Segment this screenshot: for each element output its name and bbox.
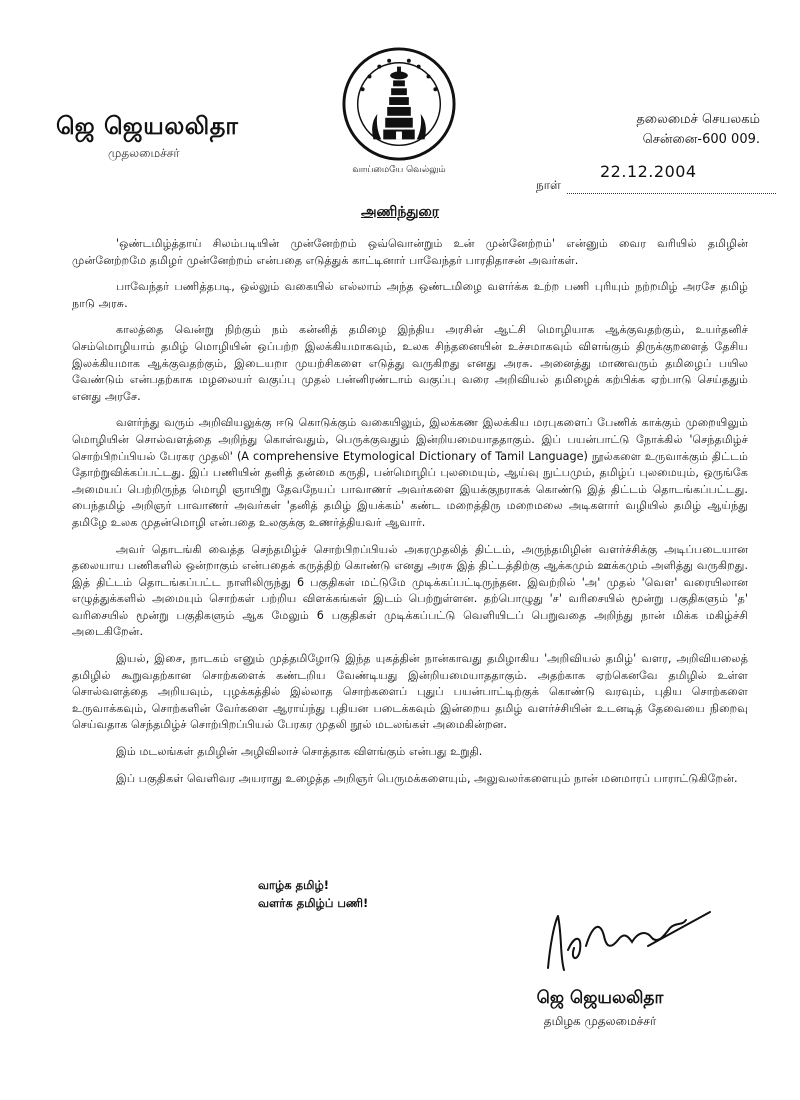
sender-designation: முதலமைச்சர் — [108, 146, 180, 160]
paragraph: இப் பகுதிகள் வெளிவர அயராது உழைத்த அறிஞர் பெருமக்களையும், அலுவலர்களையும் நான் மனமாரப் பாராட்டுகிறேன். — [116, 771, 738, 785]
slogan-line-1: வாழ்க தமிழ்! — [258, 878, 329, 892]
paragraph: இம் மடலங்கள் தமிழின் அழிவிலாச் சொத்தாக விளங்கும் என்பது உறுதி. — [116, 745, 483, 759]
date-field — [536, 178, 776, 194]
handwritten-signature-icon — [540, 906, 720, 976]
sender-name: ஜெ ஜெயலலிதா — [56, 112, 239, 140]
address-line-2: சென்னை-600 009. — [642, 132, 760, 147]
paragraph: 'ஒண்டமிழ்த்தாய் சிலம்படியின் முன்னேற்றம் ஒவ்வொன்றும் உன் முன்னேற்றம்' என்னும் வைர வரியில் தமிழின் முன்னேற்றமே தமிழர் முன்னேற்றம் என்பதை எடுத்துக் காட்டினார் பாவேந்தர் பாரதிதாசன் அவர்கள். — [72, 237, 748, 267]
closing-slogans — [258, 876, 368, 912]
foreword-title: அணிந்துரை — [361, 204, 439, 220]
tamil-nadu-emblem-gopuram-icon — [340, 45, 458, 163]
date-dotted-line — [567, 185, 776, 194]
paragraph: வளர்ந்து வரும் அறிவியலுக்கு ஈடு கொடுக்கும் வகையிலும், இலக்கண இலக்கிய மரபுகளைப் பேணிக் காக்கும் முறையிலும் மொழியின் சொல்வளத்தை அறிந்து கொள்வதும், பெருக்குவதும் இன்றியமையாததாகும். இப் பயன்பாட்டு நோக்கில் 'செந்தமிழ்ச் சொற்பிறப்பியல் பேரகர முதலி' (A comprehensive Etymological Dictionary of Tamil Language) நூல்களை உருவாக்கும் திட்டம் தோற்றுவிக்கப்பட்டது. இப் பணியின் தனித் தன்மை கருதி, பன்மொழிப் புலமையும், ஆய்வு நுட்பமும், தமிழ்ப் புலமையும், ஒருங்கே அமையப் பெற்றிருந்த மொழி ஞாயிறு தேவநேயப் பாவாணர் அவர்களை இயக்குநராகக் கொண்டு இத் திட்டம் தொடங்கப்பட்டது. பைந்தமிழ் அறிஞர் பாவாணர் அவர்கள் 'தனித் தமிழ் இயக்கம்' கண்ட மறைத்திரு மறைமலை அடிகளார் வழியில் தமிழ் ஆய்ந்து தமிழே உலக முதன்மொழி என்பதை உலகுக்கு உணர்த்தியவர் ஆவார். — [72, 416, 748, 529]
signatory-name: ஜெ ஜெயலலிதா — [536, 988, 664, 1008]
paragraph: அவர் தொடங்கி வைத்த செந்தமிழ்ச் சொற்பிறப்பியல் அகரமுதலித் திட்டம், அருந்தமிழின் வளர்ச்சிக்கு அடிப்படையான தலையாய பணிகளில் ஒன்றாகும் என்பதைக் கருத்திற் கொண்டு எனது அரசு இத் திட்டத்திற்கு ஆக்கமும் ஊக்கமும் அளித்து வருகிறது. இத் திட்டம் தொடங்கப்பட்ட நாளிலிருந்து 6 பகுதிகள் மட்டுமே முடிக்கப்பட்டிருந்தன. இவற்றில் 'அ' முதல் 'வெள' வரையிலான எழுத்துக்களில் அமையும் சொற்கள் பற்றிய விளக்கங்கள் இடம் பெற்றுள்ளன. தற்பொழுது 'ச' வரிசையில் மூன்று பகுதிகளும் 'த' வரிசையில் மூன்று பகுதிகளும் ஆக மேலும் 6 பகுதிகள் முடிக்கப்பட்டு வெளியிடப் பெறுவதை அறிந்து நான் மிக்க மகிழ்ச்சி அடைகிறேன். — [72, 542, 748, 639]
date-label: நாள் — [536, 178, 561, 192]
paragraph: காலத்தை வென்று நிற்கும் நம் கன்னித் தமிழை இந்திய அரசின் ஆட்சி மொழியாக ஆக்குவதற்கும், உயர்தனிச் செம்மொழியாம் தமிழ் மொழியின் ஒப்பற்ற இலக்கியமாகவும், உலக சிந்தனையின் உச்சமாகவும் விளங்கும் திருக்குறளைத் தேசிய இலக்கியமாக ஆக்குவதற்கும், இடையறா முயற்சிகளை எடுத்து வருகிறது எனது அரசு. அனைத்து மாணவரும் தமிழைப் பயில வேண்டும் என்பதற்காக மழலையர் வகுப்பு முதல் பன்னிரண்டாம் வகுப்பு வரை அறிவியல் தமிழைக் கற்பிக்க ஏற்பாடு செய்ததும் எனது அரசே. — [72, 323, 748, 403]
slogan-line-2: வளர்க தமிழ்ப் பணி! — [258, 896, 369, 910]
emblem-motto: வாய்மையே வெல்லும் — [352, 165, 446, 175]
letter-body — [72, 236, 748, 797]
address-line-1: தலைமைச் செயலகம் — [636, 112, 760, 127]
paragraph: இயல், இசை, நாடகம் எனும் முத்தமிழோடு இந்த யுகத்தின் நான்காவது தமிழாகிய 'அறிவியல் தமிழ்' வளர, அறிவியலைத் தமிழில் கூறுவதற்கான சொற்களைக் கண்டறிய வேண்டியது இன்றியமையாததாகும். அதற்காக ஏற்கெனவே தமிழில் உள்ள சொல்வளத்தை அறியவும், புழக்கத்தில் இல்லாத சொற்களைப் புதுப் பயன்பாட்டிற்குக் கொண்டு வரவும், புதிய சொற்களை உருவாக்கவும், சொற்களின் வேர்களை ஆராய்ந்து புதியன படைக்கவும் இன்றைய தமிழ் வளர்ச்சியின் உடனடித் தேவையை நிறைவு செய்வதாக செந்தமிழ்ச் சொற்பிறப்பியல் பேரகர முதலி நூல் மடலங்கள் அமைகின்றன. — [72, 652, 748, 732]
letter-date: 22.12.2004 — [600, 162, 697, 181]
office-address — [560, 110, 760, 150]
signatory-title: தமிழக முதலமைச்சர் — [543, 1014, 657, 1028]
paragraph: பாவேந்தர் பணித்தபடி, ஒல்லும் வகையில் எல்லாம் அந்த ஒண்டமிழை வளர்க்க உற்ற பணி புரியும் நற்றமிழ் அரசே தமிழ் நாடு அரசு. — [72, 280, 748, 310]
state-emblem — [340, 45, 458, 185]
